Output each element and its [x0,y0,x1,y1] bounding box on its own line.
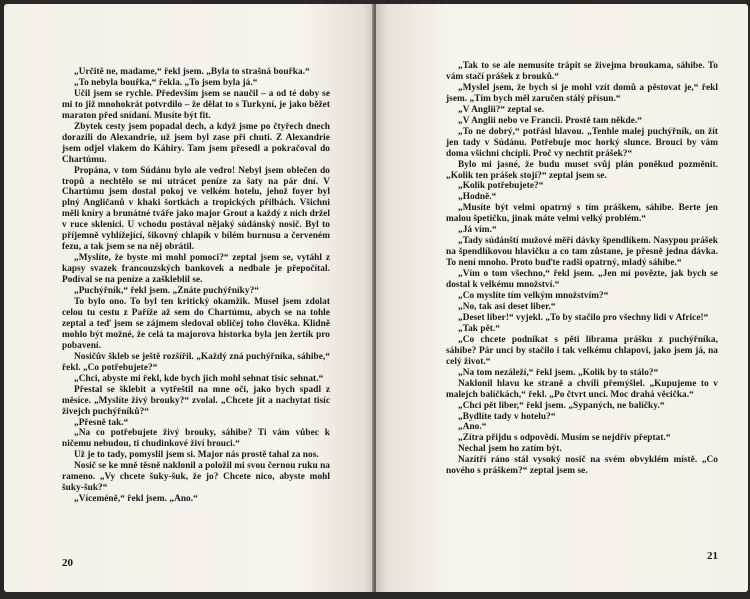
left-page-text [62,67,330,505]
paragraph: Zbytek cesty jsem popadal dech, a když jsme po čtyřech dnech dorazili do Alexandrie, už jsem byl zase při chuti. Z Alexandrie jsem odjel vlakem do Káhiry. Tam jsem přesedl a pokračoval do Chartúmu. [62,121,330,165]
paragraph: „Hodně.“ [458,192,497,203]
page-number-right: 21 [707,550,718,562]
left-page [4,4,374,592]
paragraph: „Ano.“ [458,422,487,433]
paragraph: „Určitě ne, madame,“ řekl jsem. „Byla to strašná bouřka.“ [74,67,310,77]
paragraph: „Přesně tak.“ [74,417,129,428]
paragraph: „Na tom nezáleží,“ řekl jsem. „Kolik by to stálo?“ [458,367,659,378]
paragraph: „Bydlíte tady v hotelu?“ [458,411,556,422]
paragraph: To bylo ono. To byl ten kritický okamžik. Musel jsem zdolat celou tu cestu z Paříže až sem do Chartúmu, abych se na tohle zeptal a teď jsem se zájmem sledoval obličej toho člověka. Klidně mohlo být možné, že celá ta majorova historka byla jen žertík pro pobavení. [62,297,330,351]
paragraph: „Vím o tom všechno,“ řekl jsem. „Jen mi povězte, jak bych se dostal k velkému množství.“ [446,269,718,291]
paragraph: „Co chcete podnikat s pěti librama prášku z puchýřníka, sáhibe? Pár unci by stačilo i tak velkému chlapovi, jako jsem já, na celý život.“ [446,334,718,367]
paragraph: „Já vím.“ [458,225,497,236]
paragraph: Nazítří ráno stál vysoký nosič na svém obvyklém místě. „Co nového s práškem?“ zeptal jsem se. [446,455,718,477]
paragraph: Nechal jsem ho zatím být. [458,444,562,455]
paragraph: „Kolik potřebujete?“ [458,181,544,192]
paragraph: Nosičův škleb se ještě rozšířil. „Každý zná puchýřníka, sáhibe,“ řekl. „Co potřebujete?“ [62,351,330,373]
paragraph: „Chci, abyste mi řekl, kde bych jich mohl sehnat tisíc sehnat.“ [74,373,324,384]
paragraph: „Chci pět liber,“ řekl jsem. „Sypaných, ne balíčky.“ [458,400,665,411]
paragraph: Propána, v tom Súdánu bylo ale vedro! Nebyl jsem oblečen do tropů a nechtělo se mi utrácet peníze za šaty na pár dní. V Chartúmu jsem dostal pokoj ve velkém hotelu, jehož foyer byl plný Angličanů v khaki šortkách a tropických přilbách. Všichni měli kníry a brunátné tváře jako major Grout a každý z nich držel v ruce sklenici. U vchodu postával nějaký súdánský nosič. Byl to příjemně vyhlížející, šikovný chlapík v bílém burnusu a červeném fezu, a tak jsem se na něj obrátil. [62,165,330,253]
paragraph: „Puchýřník,“ řekl jsem. „Znáte puchýřníky?“ [74,286,260,297]
paragraph: „V Anglii?“ zeptal se. [458,104,545,115]
paragraph: „Tak pět.“ [458,323,501,334]
page-number-left: 20 [62,557,73,569]
paragraph: „Zítra přijdu s odpovědí. Musím se nejdřív přeptat.“ [458,433,671,444]
paragraph: „Deset liber!“ vyjekl. „To by stačilo pro všechny lidi v Africe!“ [458,312,709,323]
paragraph: „Myslel jsem, že bych si je mohl vzít domů a pěstovat je,“ řekl jsem. „Tím bych měl zaručen stálý přísun.“ [446,82,718,104]
paragraph: „Musíte být velmi opatrný s tím práškem, sáhibe. Berte jen malou špetičku, jinak máte velmi velký problém.“ [446,203,718,225]
paragraph: Přestal se šklebit a vytřeštil na mne oči, jako bych spadl z měsíce. „Myslíte živý brouky?“ zvolal. „Chcete jít a nachytat tisíc živejch puchýřníků?“ [62,384,330,417]
paragraph: „V Anglii nebo ve Francii. Prostě tam někde.“ [458,115,642,126]
paragraph: „Tak to se ale nemusíte trápit se živejma broukama, sáhibe. To vám stačí prášek z brouků.“ [446,61,718,82]
paragraph: „To ne dobrý,“ potřásl hlavou. „Tenhle malej puchýřník, on žít jen tady v Súdánu. Potřebuje moc horký slunce. Brouci by vám doma všichni chcípli. Proč vy nechtít prášek?“ [446,126,718,159]
paragraph: „Tady súdánští mužové měří dávky špendlíkem. Nasypou prášek na špendlíkovou hlavičku a co tam zůstane, je přesně jedna dávka. To není mnoho. Proto buďte radši opatrný, mladý sáhibe.“ [446,236,718,269]
right-page [376,4,748,592]
paragraph: „No, tak asi deset liber.“ [458,301,556,312]
paragraph: „To nebyla bouřka,“ řekla. „To jsem byla já.“ [74,77,258,88]
paragraph: Bylo mi jasné, že budu muset svůj plán poněkud pozměnit. „Kolik ten prášek stojí?“ zeptal jsem se. [446,159,718,181]
paragraph: Učil jsem se rychle. Především jsem se naučil – a od té doby se mi to již mnohokrát potvrdilo – že dělat to s Turkyní, je jako běžet maraton před snídaní. Musíte být fit. [62,88,330,121]
paragraph: Už je to tady, pomyslil jsem si. Major nás prostě tahal za nos. [74,450,319,461]
right-page-text [446,61,718,477]
paragraph: „Na co potřebujete živý brouky, sáhibe? Ti vám vůbec k ničemu nebudou, ti chudinkové živí brouci.“ [62,428,330,450]
paragraph: „Víceméně,“ řekl jsem. „Ano.“ [74,494,198,505]
paragraph: „Myslíte, že byste mi mohl pomoci?“ zeptal jsem se, vytáhl z kapsy svazek francouzských bankovek a nedbale je přepočítal. Podíval se na peníze a zaškleblil se. [62,253,330,286]
paragraph: Nosič se ke mně těsně naklonil a položil mi svou černou ruku na rameno. „Vy chcete šuky-šuk, že jo? Chcete nico, abyste mohl šuky-šuk?“ [62,461,330,494]
paragraph: „Co myslíte tím velkým množstvím?“ [458,291,609,302]
paragraph: Naklonil hlavu ke straně a chvíli přemýšlel. „Kupujeme to v malejch balíčkách,“ řekl. „Po čtvrt unci. Moc drahá věcička.“ [446,378,718,400]
